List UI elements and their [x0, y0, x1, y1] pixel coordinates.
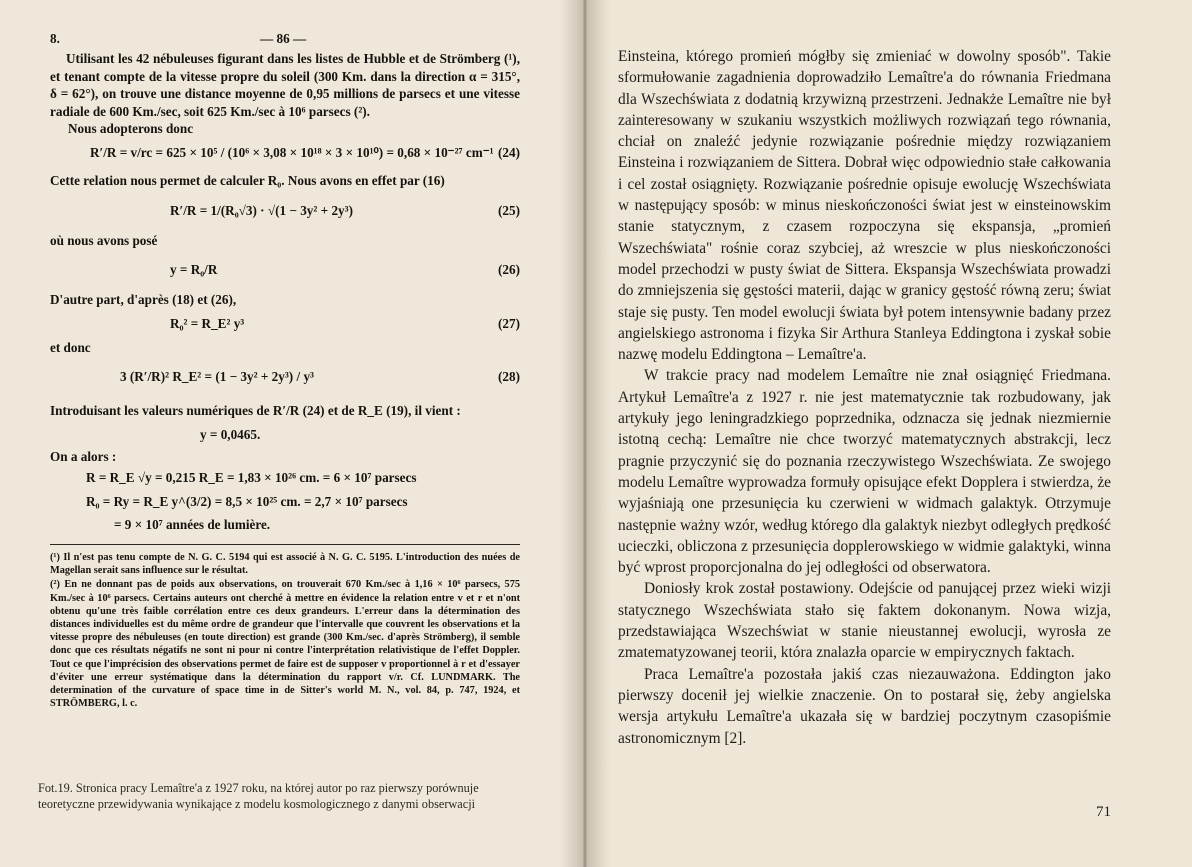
right-page-body — [618, 46, 1111, 749]
equation-25 — [50, 190, 520, 232]
reproduced-page-header — [50, 28, 520, 50]
equation-25-number: (25) — [498, 202, 520, 218]
equation-28-formula: 3 (R′/R)² R_E² = (1 − 3y² + 2y³) / y³ — [120, 369, 315, 385]
footnote-2: (²) En ne donnant pas de poids aux observations, on trouverait 670 Km./sec à 1,16 × 10⁶ parsecs, 575 Km./sec à 10⁶ parsecs. Certains auteurs ont cherché à mettre en évidence la relation entre v et r et n'ont obtenu qu'une très faible corrélation entre ces deux grandeurs. L'erreur dans la détermination des distances individuelles est du même ordre de grandeur que l'intervalle que couvrent les observations et la vitesse propre des nébuleuses (en toute direction) est grande (300 Km./sec. d'après Strömberg), il semble donc que ces résultats négatifs ne sont ni pour ni contre l'interprétation relativistique de l'effet Doppler. Tout ce que l'imprécision des observations permet de faire est de supposer v proportionnel à r et d'essayer d'éviter une erreur systématique dans la détermination du rapport v/r. Cf. LUNDMARK. The determination of the curvature of space time in de Sitter's world M. N., vol. 84, p. 747, 1924, et STRÖMBERG, l. c. — [50, 579, 520, 710]
right-paragraph-2: W trakcie pracy nad modelem Lemaître nie znał osiągnięć Friedmana. Artykuł Lemaître'a z 1927 r. nie jest matematycznie tak rozbudowany, jak artykuły jego leningradzkiego poprzednika, odznacza się jednak niezmiernie istotną cechą: Lemaître nie chce tworzyć matematycznych abstrakcji, lecz pragnie przyczynić się do poznania rzeczywistego Wszechświata. Ze swojego modelu Lemaître wyprowadza formuły opisujące efekt Dopplera i stwierdza, że wyjaśniają one przesunięcia ku czerwieni w widmach galaktyk. Otrzymuje następnie ważny wzór, według którego dla galaktyk niezbyt odległych prędkość ucieczki, obliczona z przesunięcia dopplerowskiego w widmie galaktyki, winna być wprost proporcjonalna do jej odległości od obserwatora. — [618, 367, 1111, 577]
figure-caption: Fot.19. Stronica pracy Lemaître'a z 1927 roku, na której autor po raz pierwszy porównuje teoretyczne przewidywania wynikające z modelu kosmologicznego z danymi obserwacji — [38, 781, 479, 812]
autre-line: D'autre part, d'après (18) et (26), — [50, 292, 237, 308]
equation-26-formula: y = R₀/R — [170, 262, 218, 278]
equation-28 — [50, 356, 520, 398]
equation-24-number: (24) — [498, 144, 520, 160]
footnote-1: (¹) Il n'est pas tenu compte de N. G. C. 5194 qui est associé à N. G. C. 5195. L'introduction des nuées de Magellan serait sans influence sur le résultat. — [50, 551, 520, 577]
footnote-rule — [50, 544, 520, 545]
equation-24 — [50, 138, 520, 168]
reproduced-running-number: — 86 — — [260, 31, 307, 46]
result-line-2: R₀ = Ry = R_E y^(3/2) = 8,5 × 10²⁵ cm. = 2,7 × 10⁷ parsecs — [86, 493, 408, 509]
equation-26 — [50, 249, 520, 291]
relation-line: Cette relation nous permet de calculer R₀. Nous avons en effet par (16) — [50, 172, 445, 188]
reproduced-page-number: 8. — [50, 31, 60, 46]
equation-25-formula: R′/R = 1/(R₀√3) · √(1 − 3y² + 2y³) — [170, 202, 353, 218]
equation-26-number: (26) — [498, 262, 520, 278]
equation-27-formula: R₀² = R_E² y³ — [170, 315, 245, 331]
right-page-number: 71 — [1096, 804, 1111, 820]
equation-27 — [50, 309, 520, 339]
introduisant-line: Introduisant les valeurs numériques de R′/R (24) et de R_E (19), il vient : — [50, 403, 461, 419]
equation-28-number: (28) — [498, 369, 520, 385]
alors-line: On a alors : — [50, 448, 117, 464]
equation-27-number: (27) — [498, 315, 520, 331]
equation-24-formula: R′/R = v/rc = 625 × 10⁵ / (10⁶ × 3,08 × 10¹⁸ × 3 × 10¹⁰) = 0,68 × 10⁻²⁷ cm⁻¹ — [90, 144, 494, 160]
result-line-3: = 9 × 10⁷ années de lumière. — [114, 517, 271, 533]
pose-line: où nous avons posé — [50, 232, 158, 248]
right-paragraph-4: Praca Lemaître'a pozostała jakiś czas niezauważona. Eddington jako pierwszy docenił jej wielkie znaczenie. On to postarał się, żeby angielska wersja artykułu Lemaître'a ukazała się w bardziej poczytnym czasopiśmie astronomicznym [2]. — [618, 665, 1111, 747]
right-paragraph-3: Doniosły krok został postawiony. Odejście od panującej przez wieki wizji statycznego Wszechświata stało się faktem dokonanym. Nowa wizja, przedstawiająca Wszechświat w stanie nieustannej ewolucji, wyrosła ze zmatematyzowanej teorii, która znalazła oparcie w empirycznych faktach. — [618, 580, 1111, 662]
y-value: y = 0,0465. — [200, 426, 261, 442]
result-line-1: R = R_E √y = 0,215 R_E = 1,83 × 10²⁶ cm. = 6 × 10⁷ parsecs — [86, 470, 417, 486]
donc-line: et donc — [50, 339, 91, 355]
paragraph-nebulae: Utilisant les 42 nébuleuses figurant dans les listes de Hubble et de Strömberg (¹), et tenant compte de la vitesse propre du soleil (300 Km. dans la direction α = 315°, δ = 62°), on trouve une distance moyenne de 0,95 millions de parsecs et une vitesse radiale de 600 Km./sec, soit 625 Km./sec à 10⁶ parsecs (²). — [50, 51, 520, 119]
reproduced-1927-page — [50, 28, 520, 798]
adopt-line: Nous adopterons donc — [68, 121, 194, 137]
right-paragraph-1: Einsteina, którego promień mógłby się zmieniać w dowolny sposób". Takie sformułowanie zagadnienia doprowadziło Lemaître'a do równania Friedmana dla Wszechświata z dodatnią krzywizną przestrzeni. Jednakże Lemaître nie był zainteresowany w szukaniu wszystkich możliwych rozwiązań tego równania, chciał on znaleźć jedynie rozwiązanie pośrednie między rozwiązaniem Einsteina i rozwiązaniem de Sittera. Dobrał więc odpowiednio stałe całkowania i cel został osiągnięty. Rozwiązanie pośrednie opisuje ewolucję Wszechświata w następujący sposób: w minus nieskończoności świat jest w einsteinowskim stanie statycznym, z czasem rozpoczyna się ekspansja, „promień Wszechświata" rośnie coraz szybciej, aż wreszcie w plus nieskończoności model przechodzi w pusty świat de Sittera. Ekspansja Wszechświata prowadzi do zmniejszenia się gęstości materii, dając w granicy gęstość równą zeru; świat staje się pusty. Ten model ewolucji świata był potem intensywnie badany przez angielskiego astronoma i fizyka Sir Arthura Stanleya Eddingtona i zyskał sobie nazwę modelu Eddingtona – Lemaître'a. — [618, 48, 1111, 364]
left-page — [0, 0, 585, 867]
